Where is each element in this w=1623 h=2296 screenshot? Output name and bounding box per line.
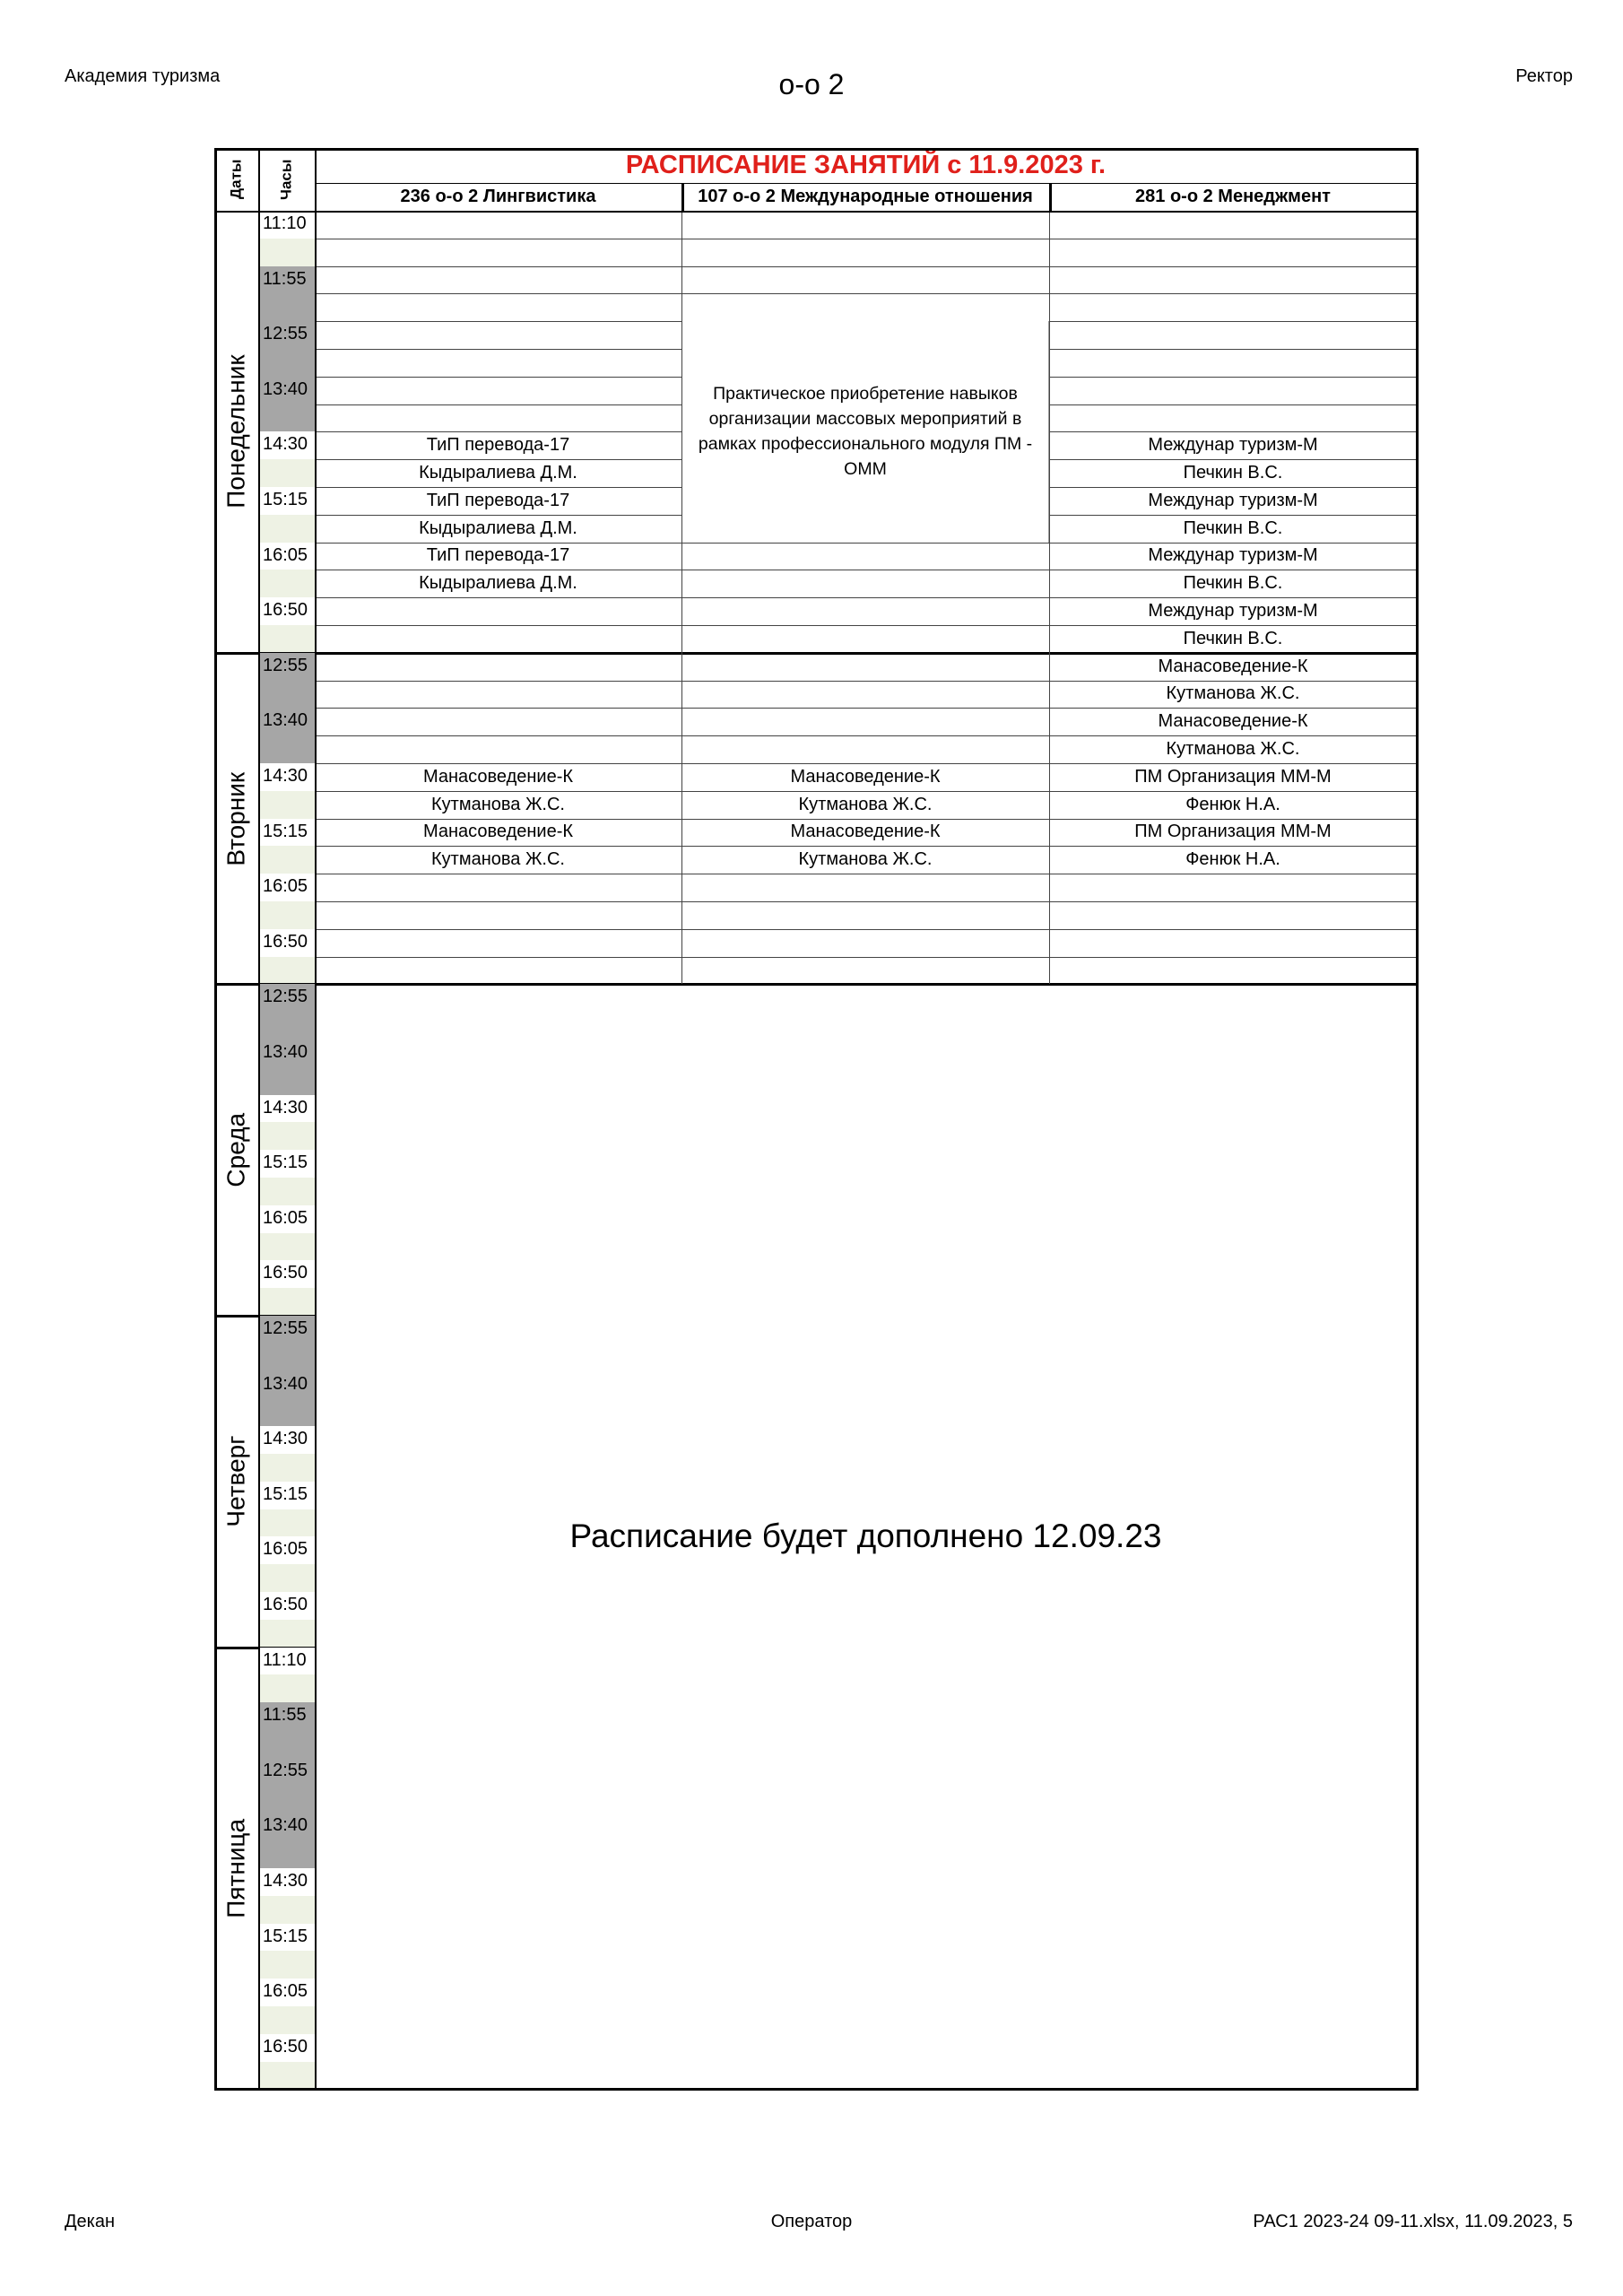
time-label: 13:40: [263, 710, 308, 731]
page-footer-left: Декан: [65, 2212, 116, 2231]
group-header: 236 о-о 2 Лингвистика: [400, 187, 596, 206]
lesson-subject: [1049, 266, 1417, 294]
col-dates-label: Даты: [227, 159, 245, 200]
grid-line: [258, 148, 260, 2089]
lesson-teacher: Фенюк Н.А.: [1185, 794, 1280, 814]
grid-line: [315, 293, 1417, 294]
time-cell-bg: [259, 515, 315, 543]
col-hours-label: Часы: [277, 159, 295, 200]
page-header-left: Академия туризма: [65, 66, 221, 86]
time-label: 13:40: [263, 1042, 308, 1062]
time-label: 15:15: [263, 1926, 308, 1946]
time-cell-bg: [259, 570, 315, 597]
lesson-teacher: Печкин В.С.: [1183, 573, 1283, 594]
lesson-teacher: Печкин В.С.: [1183, 463, 1283, 483]
lesson-teacher: [315, 239, 681, 266]
time-cell-bg: [259, 293, 315, 321]
grid-line: [315, 957, 1417, 958]
lesson-subject: [681, 597, 1049, 625]
lesson-subject: [681, 874, 1049, 901]
time-cell-bg: [259, 735, 315, 763]
time-cell-bg: [259, 1509, 315, 1537]
time-label: 16:50: [263, 1263, 308, 1283]
time-cell-bg: [259, 1122, 315, 1150]
lesson-subject: [681, 211, 1049, 239]
grid-line: [315, 791, 1417, 792]
time-label: 15:15: [263, 821, 308, 841]
time-label: 16:05: [263, 876, 308, 897]
time-label: 16:05: [263, 1207, 308, 1228]
lesson-subject: Манасоведение-К: [790, 822, 941, 842]
time-label: 11:55: [263, 268, 307, 289]
lesson-teacher: [1049, 239, 1417, 266]
lesson-subject: [1049, 377, 1417, 404]
time-cell-bg: [259, 1398, 315, 1426]
time-cell-bg: [259, 625, 315, 653]
time-label: 13:40: [263, 1815, 308, 1836]
lesson-teacher: [681, 239, 1049, 266]
grid-line: [214, 148, 217, 2091]
lesson-subject: [1049, 874, 1417, 901]
time-cell-bg: [259, 1840, 315, 1868]
lesson-subject: [315, 929, 681, 957]
time-cell-bg: [259, 901, 315, 929]
lesson-teacher: [315, 735, 681, 763]
lesson-subject: Междунар туризм-М: [1148, 545, 1318, 566]
time-label: 16:50: [263, 2036, 308, 2057]
lesson-teacher: [681, 293, 1049, 321]
lesson-teacher: Кыдыралиева Д.М.: [419, 517, 577, 538]
time-label: 14:30: [263, 766, 308, 786]
lesson-teacher: [315, 625, 681, 653]
lesson-subject: [315, 321, 681, 349]
time-cell-bg: [259, 1012, 315, 1039]
lesson-teacher: [315, 901, 681, 929]
time-cell-bg: [259, 846, 315, 874]
page-footer-right: РАС1 2023-24 09-11.xlsx, 11.09.2023, 5: [1253, 2212, 1573, 2231]
grid-line: [315, 625, 1417, 626]
lesson-teacher: [1049, 349, 1417, 377]
time-cell-bg: [259, 1233, 315, 1261]
day-label: Вторник: [221, 771, 250, 865]
time-cell-bg: [259, 1674, 315, 1702]
lesson-subject: Манасоведение-К: [422, 766, 574, 787]
time-cell-bg: [259, 1786, 315, 1813]
lesson-subject: [681, 543, 1049, 570]
day-label: Четверг: [221, 1435, 250, 1527]
time-label: 11:55: [263, 1705, 307, 1726]
group-header: 281 о-о 2 Менеджмент: [1135, 187, 1331, 206]
grid-line: [214, 211, 1417, 213]
day-label: Пятница: [221, 1818, 250, 1918]
lesson-subject: ПМ Организация ММ-М: [1134, 766, 1332, 787]
time-cell-bg: [259, 459, 315, 487]
lesson-subject: [681, 708, 1049, 735]
time-label: 13:40: [263, 1373, 308, 1394]
lesson-teacher: [315, 681, 681, 709]
lesson-subject: Манасоведение-К: [1158, 711, 1308, 732]
lesson-teacher: Кутманова Ж.С.: [431, 849, 565, 870]
grid-line: [315, 846, 1417, 847]
time-label: 12:55: [263, 1760, 308, 1780]
grid-line: [1049, 183, 1052, 211]
schedule-note: Расписание будет дополнено 12.09.23: [569, 1518, 1162, 1555]
lesson-subject: [315, 377, 681, 404]
lesson-subject: ТиП перевода-17: [426, 545, 570, 566]
time-label: 16:05: [263, 1981, 308, 2002]
time-label: 11:10: [263, 1649, 307, 1670]
lesson-subject: Междунар туризм-М: [1148, 601, 1318, 622]
lesson-teacher: [681, 735, 1049, 763]
grid-line: [214, 2088, 1419, 2091]
lesson-subject: [315, 708, 681, 735]
time-cell-bg: [259, 1620, 315, 1648]
lesson-teacher: Фенюк Н.А.: [1185, 849, 1280, 870]
lesson-subject: Манасоведение-К: [422, 822, 574, 842]
time-cell-bg: [259, 681, 315, 709]
merged-practice-block: Практическое приобретение навыков организации массовых мероприятий в рамках профессионального модуля ПМ - ОММ: [681, 321, 1049, 542]
lesson-teacher: [681, 901, 1049, 929]
time-cell-bg: [259, 2062, 315, 2090]
lesson-teacher: [1049, 404, 1417, 432]
lesson-subject: [1049, 211, 1417, 239]
page-header-right: Ректор: [1515, 66, 1573, 86]
lesson-subject: Манасоведение-К: [790, 766, 941, 787]
time-cell-bg: [259, 1288, 315, 1316]
time-cell-bg: [259, 1178, 315, 1205]
lesson-teacher: Кутманова Ж.С.: [798, 794, 933, 814]
lesson-subject: [681, 653, 1049, 681]
lesson-teacher: [315, 404, 681, 432]
day-label: Понедельник: [221, 354, 250, 509]
lesson-teacher: [1049, 957, 1417, 985]
time-cell-bg: [259, 1951, 315, 1979]
time-label: 16:05: [263, 544, 308, 565]
time-cell-bg: [259, 404, 315, 432]
time-cell-bg: [259, 1730, 315, 1758]
grid-line: [214, 148, 1419, 151]
lesson-subject: [315, 653, 681, 681]
time-cell-bg: [259, 1564, 315, 1592]
group-header: 107 о-о 2 Международные отношения: [698, 187, 1033, 206]
lesson-subject: ТиП перевода-17: [426, 490, 570, 510]
lesson-teacher: Печкин В.С.: [1183, 628, 1283, 648]
lesson-teacher: [681, 957, 1049, 985]
day-label: Среда: [221, 1112, 250, 1187]
grid-line: [315, 148, 317, 2089]
grid-line: [315, 735, 1417, 736]
lesson-subject: Междунар туризм-М: [1148, 435, 1318, 456]
lesson-teacher: [315, 349, 681, 377]
lesson-teacher: Кыдыралиева Д.М.: [419, 573, 577, 594]
grid-line: [1049, 211, 1050, 984]
lesson-subject: ПМ Организация ММ-М: [1134, 822, 1332, 842]
time-label: 16:50: [263, 600, 308, 621]
lesson-subject: [1049, 929, 1417, 957]
time-label: 15:15: [263, 1483, 308, 1504]
lesson-subject: [315, 874, 681, 901]
time-label: 14:30: [263, 1429, 308, 1449]
lesson-subject: [1049, 321, 1417, 349]
lesson-teacher: [681, 570, 1049, 597]
lesson-subject: [681, 266, 1049, 294]
time-label: 13:40: [263, 378, 308, 399]
grid-line: [681, 211, 682, 984]
lesson-subject: [315, 597, 681, 625]
page-header-center: о-о 2: [778, 68, 845, 100]
lesson-teacher: Кутманова Ж.С.: [798, 849, 933, 870]
time-label: 14:30: [263, 1097, 308, 1118]
time-label: 14:30: [263, 1871, 308, 1891]
time-cell-bg: [259, 1896, 315, 1924]
page-footer-center: Оператор: [770, 2212, 853, 2231]
time-label: 16:05: [263, 1539, 308, 1560]
time-label: 16:50: [263, 931, 308, 952]
time-cell-bg: [259, 791, 315, 819]
grid-line: [315, 183, 1417, 184]
lesson-teacher: [1049, 901, 1417, 929]
lesson-teacher: [681, 625, 1049, 653]
lesson-subject: Междунар туризм-М: [1148, 490, 1318, 510]
lesson-subject: [315, 266, 681, 294]
time-cell-bg: [259, 1067, 315, 1095]
schedule-title: РАСПИСАНИЕ ЗАНЯТИЙ с 11.9.2023 г.: [625, 151, 1107, 179]
lesson-teacher: Кутманова Ж.С.: [1166, 739, 1300, 760]
time-label: 14:30: [263, 434, 308, 455]
time-label: 16:50: [263, 1595, 308, 1614]
lesson-subject: Манасоведение-К: [1158, 656, 1308, 676]
time-cell-bg: [259, 239, 315, 266]
time-label: 12:55: [263, 1318, 308, 1338]
lesson-subject: [315, 211, 681, 239]
time-label: 12:55: [263, 324, 308, 344]
lesson-teacher: Кутманова Ж.С.: [1166, 683, 1300, 704]
time-cell-bg: [259, 2006, 315, 2034]
time-cell-bg: [259, 1344, 315, 1371]
lesson-subject: ТиП перевода-17: [426, 435, 570, 456]
grid-line: [315, 901, 1417, 902]
time-label: 15:15: [263, 1152, 308, 1173]
lesson-teacher: Печкин В.С.: [1183, 517, 1283, 538]
time-cell-bg: [259, 957, 315, 985]
lesson-teacher: [315, 293, 681, 321]
lesson-teacher: [315, 957, 681, 985]
time-label: 11:10: [263, 213, 307, 233]
lesson-teacher: Кыдыралиева Д.М.: [419, 463, 577, 483]
lesson-teacher: Кутманова Ж.С.: [431, 794, 565, 814]
grid-line: [681, 183, 684, 211]
time-cell-bg: [259, 1454, 315, 1482]
time-cell-bg: [259, 349, 315, 377]
lesson-teacher: [1049, 293, 1417, 321]
lesson-teacher: [681, 681, 1049, 709]
time-label: 12:55: [263, 987, 308, 1007]
lesson-subject: [681, 929, 1049, 957]
time-label: 15:15: [263, 490, 308, 509]
time-label: 12:55: [263, 655, 308, 675]
grid-line: [1416, 148, 1419, 2091]
grid-line: [315, 681, 1417, 682]
